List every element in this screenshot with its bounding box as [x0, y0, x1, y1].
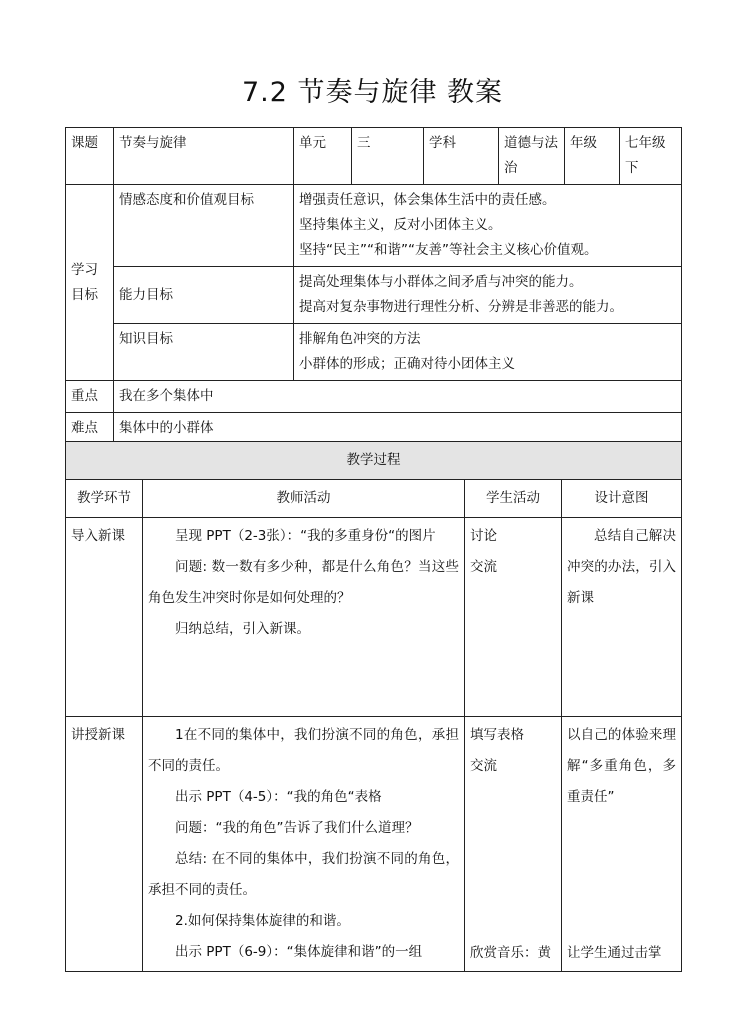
- teacher-line: 出示 PPT（6-9）：“集体旋律和谐”的一组: [175, 944, 423, 960]
- intent-text: 以自己的体验来理解“多重角色，多重责任”: [567, 727, 676, 805]
- column-header: 教师活动: [143, 480, 465, 518]
- goal-line: 提高对复杂事物进行理性分析、分辨是非善恶的能力。: [299, 299, 623, 315]
- goal-line: 坚持集体主义，反对小团体主义。: [299, 217, 502, 233]
- student-line: 交流: [470, 758, 497, 774]
- difficulty-value: 集体中的小群体: [114, 413, 682, 445]
- subject-value: 道德与法治: [499, 128, 565, 185]
- grade-label: 年级: [565, 128, 620, 185]
- student-line: 填写表格: [470, 727, 524, 743]
- topic-value: 节奏与旋律: [114, 128, 294, 185]
- column-header: 学生活动: [465, 480, 562, 518]
- student-line: 欣赏音乐：黄: [470, 945, 551, 961]
- document-title: 7.2 节奏与旋律 教案: [241, 77, 504, 108]
- grade-value: 七年级下: [620, 128, 682, 185]
- column-header: 教学环节: [66, 480, 143, 518]
- subject-label: 学科: [424, 128, 499, 185]
- unit-value: 三: [352, 128, 424, 185]
- student-line: 交流: [470, 559, 497, 575]
- teacher-line: 总结: 在不同的集体中，我们扮演不同的角色，承担不同的责任。: [148, 851, 459, 898]
- topic-label: 课题: [66, 128, 114, 185]
- student-activity-cell: [465, 518, 562, 717]
- goal-line: 增强责任意识，体会集体生活中的责任感。: [299, 192, 556, 208]
- teacher-line: 出示 PPT（4-5）：“我的角色“表格: [175, 789, 382, 805]
- goal-line: 提高处理集体与小群体之间矛盾与冲突的能力。: [299, 274, 583, 290]
- student-line: 讨论: [470, 528, 497, 544]
- stage-cell: 讲授新课: [66, 717, 143, 972]
- design-intent-cell: [562, 717, 682, 972]
- teacher-activity-cell: [143, 518, 465, 717]
- teacher-line: 问题：“我的角色”告诉了我们什么道理？: [175, 820, 419, 836]
- goal-content: [294, 185, 682, 267]
- goal-name: 能力目标: [114, 267, 294, 324]
- intent-text: 总结自己解决冲突的办法，引入新课: [567, 528, 676, 606]
- teacher-line: 呈现 PPT（2-3张）：“我的多重身份“的图片: [175, 528, 436, 544]
- goal-content: [294, 267, 682, 324]
- teacher-activity-cell: [143, 717, 465, 972]
- goals-label: 学习目标: [66, 185, 114, 381]
- goal-name: 情感态度和价值观目标: [114, 185, 294, 267]
- process-header: 教学过程: [66, 442, 682, 480]
- difficulty-label: 难点: [66, 413, 114, 445]
- goal-line: 坚持“民主”“和谐”“友善”等社会主义核心价值观。: [299, 242, 598, 258]
- process-row: [66, 518, 682, 717]
- teacher-line: 归纳总结，引入新课。: [175, 621, 310, 637]
- intent-text: 让学生通过击掌: [567, 945, 662, 961]
- stage-cell: 导入新课: [66, 518, 143, 717]
- goal-content: [294, 324, 682, 381]
- goal-line: 排解角色冲突的方法: [299, 331, 421, 347]
- column-header: 设计意图: [562, 480, 682, 518]
- key-point-value: 我在多个集体中: [114, 381, 682, 413]
- teaching-process-table: [65, 441, 682, 972]
- unit-label: 单元: [294, 128, 352, 185]
- goal-line: 小群体的形成；正确对待小团体主义: [299, 356, 515, 372]
- student-activity-cell: [465, 717, 562, 972]
- design-intent-cell: [562, 518, 682, 717]
- teacher-line: 1在不同的集体中，我们扮演不同的角色，承担不同的责任。: [148, 727, 459, 774]
- goal-name: 知识目标: [114, 324, 294, 381]
- process-row: [66, 717, 682, 972]
- teacher-line: 问题: 数一数有多少种，都是什么角色？当这些角色发生冲突时你是如何处理的？: [148, 559, 459, 606]
- key-point-label: 重点: [66, 381, 114, 413]
- teacher-line: 2.如何保持集体旋律的和谐。: [175, 913, 350, 929]
- lesson-info-table: [65, 127, 682, 477]
